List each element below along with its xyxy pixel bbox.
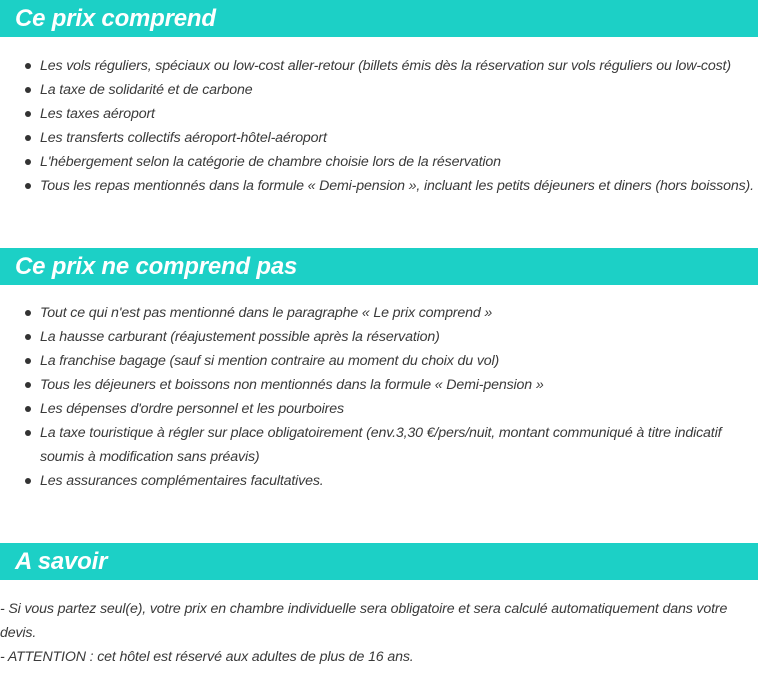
section-title: A savoir [15, 547, 108, 575]
section-price-includes [0, 0, 758, 198]
bullet-icon [25, 159, 31, 165]
section-good-to-know [0, 543, 758, 669]
list-item [0, 78, 758, 102]
bullet-icon [25, 430, 31, 436]
section-header-price-excludes [0, 248, 758, 285]
list-item [0, 301, 758, 325]
section-title: Ce prix ne comprend pas [15, 252, 298, 280]
list-item-text: Les taxes aéroport [40, 106, 155, 122]
list-item-text: Les vols réguliers, spéciaux ou low-cost aller-retour (billets émis dès la réservation sur vols réguliers ou low-cost) [40, 58, 731, 74]
info-line: - ATTENTION : cet hôtel est réservé aux adultes de plus de 16 ans. [0, 649, 414, 665]
list-item-text: Les assurances complémentaires facultatives. [40, 473, 324, 489]
section-header-good-to-know [0, 543, 758, 580]
list-item [0, 373, 758, 397]
bullet-icon [25, 382, 31, 388]
list-item [0, 54, 758, 78]
list-item-text: Tous les déjeuners et boissons non mentionnés dans la formule « Demi-pension » [40, 377, 544, 393]
bullet-icon [25, 183, 31, 189]
list-item [0, 349, 758, 373]
excluded-list [0, 301, 758, 493]
bullet-icon [25, 87, 31, 93]
list-item [0, 174, 758, 198]
section-header-price-includes [0, 0, 758, 37]
bullet-icon [25, 135, 31, 141]
list-item-text: La hausse carburant (réajustement possible après la réservation) [40, 329, 440, 345]
bullet-icon [25, 63, 31, 69]
bullet-icon [25, 478, 31, 484]
list-item-text: Tout ce qui n'est pas mentionné dans le paragraphe « Le prix comprend » [40, 305, 493, 321]
list-item-text: La taxe touristique à régler sur place obligatoirement (env.3,30 €/pers/nuit, montant communiqué à titre indicatif soumis à modification sans préavis) [40, 425, 722, 465]
list-item-text: L'hébergement selon la catégorie de chambre choisie lors de la réservation [40, 154, 501, 170]
list-item [0, 469, 758, 493]
bullet-icon [25, 111, 31, 117]
bullet-icon [25, 406, 31, 412]
list-item-text: Les transferts collectifs aéroport-hôtel-aéroport [40, 130, 327, 146]
list-item-text: La franchise bagage (sauf si mention contraire au moment du choix du vol) [40, 353, 500, 369]
section-price-excludes [0, 248, 758, 493]
list-item-text: Tous les repas mentionnés dans la formule « Demi-pension », incluant les petits déjeuners et diners (hors boissons). [40, 178, 754, 194]
list-item [0, 150, 758, 174]
list-item [0, 126, 758, 150]
bullet-icon [25, 334, 31, 340]
list-item-text: La taxe de solidarité et de carbone [40, 82, 253, 98]
bullet-icon [25, 358, 31, 364]
list-item-text: Les dépenses d'ordre personnel et les pourboires [40, 401, 344, 417]
section-title: Ce prix comprend [15, 4, 216, 32]
list-item [0, 325, 758, 349]
info-text [0, 597, 758, 669]
info-line: - Si vous partez seul(e), votre prix en chambre individuelle sera obligatoire et sera calculé automatiquement dans votre devis. [0, 601, 728, 641]
list-item [0, 397, 758, 421]
list-item [0, 102, 758, 126]
list-item [0, 421, 758, 469]
included-list [0, 54, 758, 198]
bullet-icon [25, 310, 31, 316]
